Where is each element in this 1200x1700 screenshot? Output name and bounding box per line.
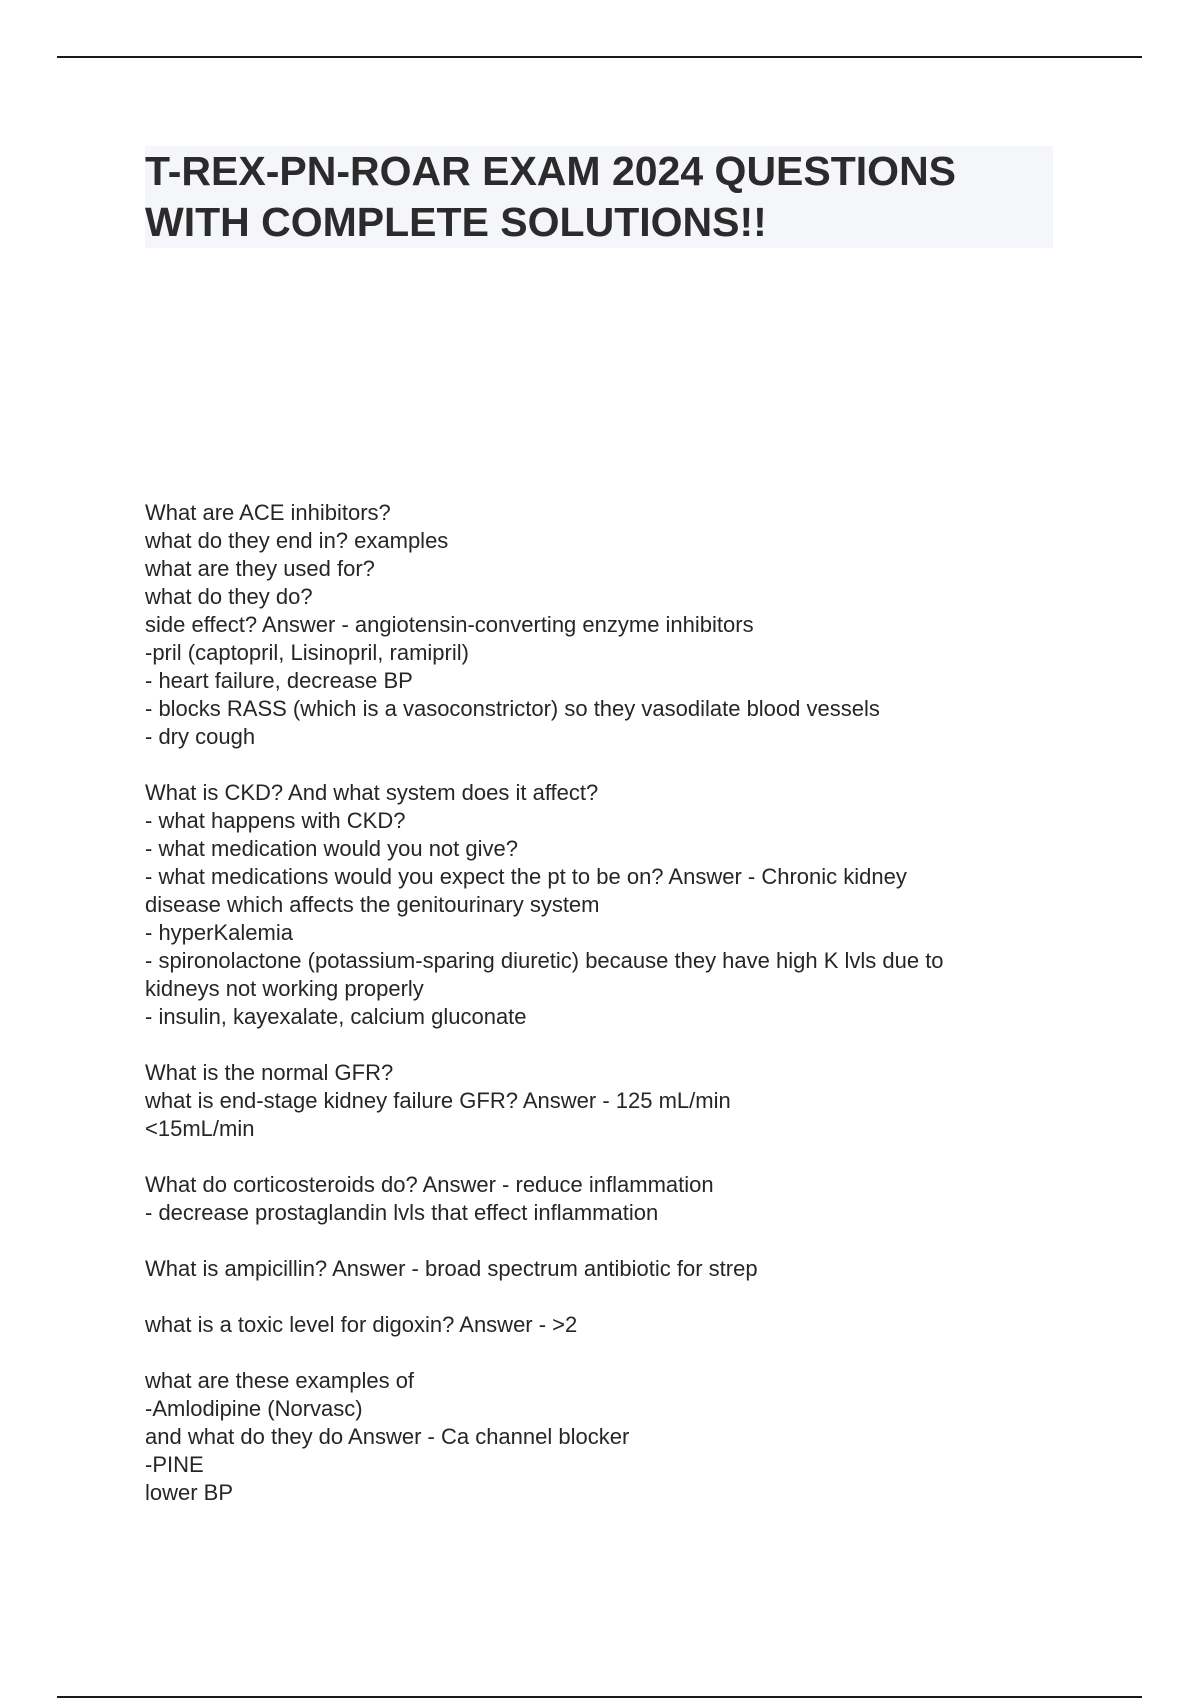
qa-line: - decrease prostaglandin lvls that effect inflammation: [145, 1200, 659, 1225]
top-rule: [57, 56, 1142, 58]
qa-line: What are ACE inhibitors?: [145, 500, 391, 525]
qa-block: [145, 1311, 1075, 1339]
qa-line: - spironolactone (potassium-sparing diuretic) because they have high K lvls due to: [145, 948, 944, 973]
qa-line: what is end-stage kidney failure GFR? Answer - 125 mL/min: [145, 1088, 731, 1113]
qa-line: what are these examples of: [145, 1368, 415, 1393]
block-gap: [145, 1031, 1075, 1059]
qa-line: - what medications would you expect the pt to be on? Answer - Chronic kidney: [145, 864, 907, 889]
document-title-line-2: WITH COMPLETE SOLUTIONS!!: [145, 199, 767, 245]
block-gap: [145, 1143, 1075, 1171]
qa-line: - hyperKalemia: [145, 920, 293, 945]
qa-line: <15mL/min: [145, 1116, 255, 1141]
qa-line: what are they used for?: [145, 556, 375, 581]
qa-line: what is a toxic level for digoxin? Answer - >2: [145, 1312, 578, 1337]
qa-line: - blocks RASS (which is a vasoconstrictor) so they vasodilate blood vessels: [145, 696, 880, 721]
qa-block: [145, 1255, 1075, 1283]
qa-line: What is CKD? And what system does it affect?: [145, 780, 599, 805]
qa-line: lower BP: [145, 1480, 234, 1505]
qa-line: and what do they do Answer - Ca channel blocker: [145, 1424, 630, 1449]
qa-block: [145, 1059, 1075, 1143]
qa-line: - insulin, kayexalate, calcium gluconate: [145, 1004, 527, 1029]
qa-line: -pril (captopril, Lisinopril, ramipril): [145, 640, 469, 665]
qa-line: what do they end in? examples: [145, 528, 449, 553]
qa-line: -Amlodipine (Norvasc): [145, 1396, 363, 1421]
qa-line: side effect? Answer - angiotensin-converting enzyme inhibitors: [145, 612, 754, 637]
qa-line: What do corticosteroids do? Answer - reduce inflammation: [145, 1172, 714, 1197]
qa-line: kidneys not working properly: [145, 976, 424, 1001]
qa-line: - heart failure, decrease BP: [145, 668, 413, 693]
qa-line: - dry cough: [145, 724, 256, 749]
qa-block: [145, 1171, 1075, 1227]
qa-line: - what happens with CKD?: [145, 808, 406, 833]
qa-block: [145, 499, 1075, 751]
qa-body: [145, 499, 1075, 1507]
qa-line: What is ampicillin? Answer - broad spectrum antibiotic for strep: [145, 1256, 758, 1281]
qa-block: [145, 779, 1075, 1031]
qa-line: - what medication would you not give?: [145, 836, 518, 861]
block-gap: [145, 751, 1075, 779]
qa-line: what do they do?: [145, 584, 313, 609]
block-gap: [145, 1227, 1075, 1255]
bottom-rule: [57, 1696, 1142, 1698]
block-gap: [145, 1339, 1075, 1367]
qa-line: What is the normal GFR?: [145, 1060, 394, 1085]
document-title-line-1: T-REX-PN-ROAR EXAM 2024 QUESTIONS: [145, 148, 957, 194]
qa-line: -PINE: [145, 1452, 204, 1477]
block-gap: [145, 1283, 1075, 1311]
qa-line: disease which affects the genitourinary system: [145, 892, 600, 917]
qa-block: [145, 1367, 1075, 1507]
